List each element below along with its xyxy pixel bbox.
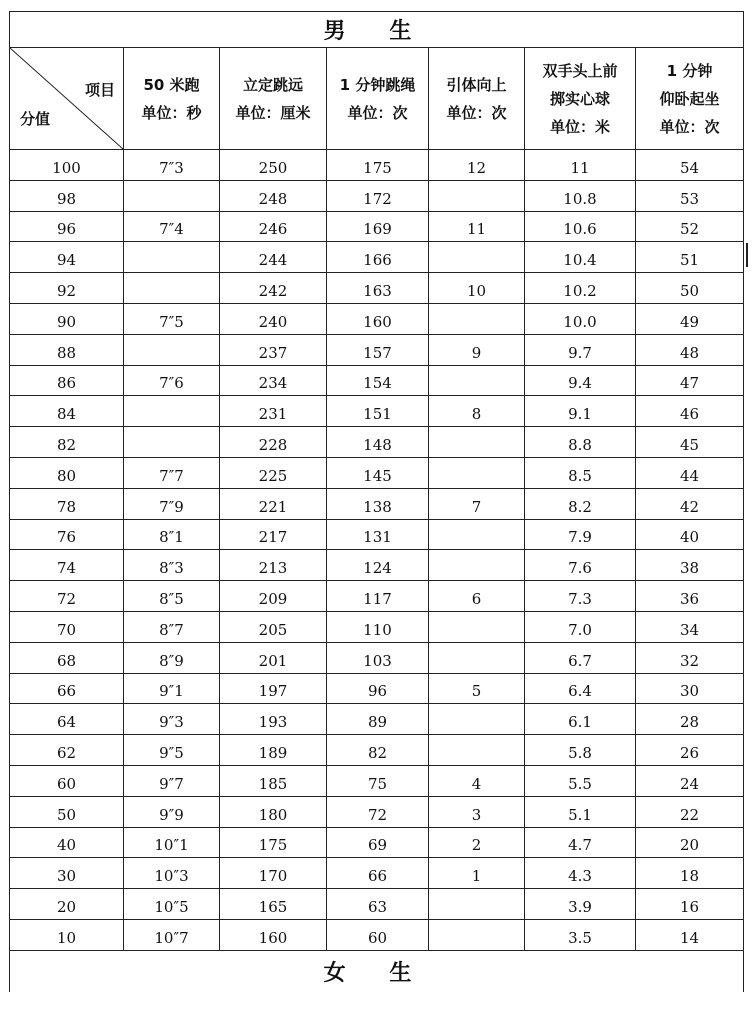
cell-long-jump: 240 — [220, 303, 327, 334]
cell-ball-throw: 7.6 — [525, 550, 636, 581]
cell-score: 68 — [10, 642, 124, 673]
cell-long-jump: 234 — [220, 365, 327, 396]
cell-long-jump: 170 — [220, 858, 327, 889]
cell-ball-throw: 5.5 — [525, 765, 636, 796]
cell-run-50m — [124, 180, 220, 211]
cell-run-50m — [124, 427, 220, 458]
table-row — [10, 303, 744, 334]
cell-jump-rope: 66 — [327, 858, 429, 889]
cell-long-jump: 246 — [220, 211, 327, 242]
table-row — [10, 488, 744, 519]
table-row — [10, 919, 744, 950]
cell-long-jump: 180 — [220, 796, 327, 827]
cell-run-50m: 10″7 — [124, 919, 220, 950]
cell-score: 72 — [10, 581, 124, 612]
cell-pull-ups: 7 — [429, 488, 525, 519]
cell-ball-throw: 10.2 — [525, 273, 636, 304]
header-sit-ups: 1 分钟 仰卧起坐 单位：次 — [636, 48, 744, 150]
cell-ball-throw: 3.9 — [525, 889, 636, 920]
cell-jump-rope: 172 — [327, 180, 429, 211]
cell-jump-rope: 96 — [327, 673, 429, 704]
table-row — [10, 396, 744, 427]
table-row — [10, 704, 744, 735]
cell-jump-rope: 160 — [327, 303, 429, 334]
table-row — [10, 611, 744, 642]
cell-pull-ups — [429, 550, 525, 581]
cell-score: 82 — [10, 427, 124, 458]
cell-pull-ups: 6 — [429, 581, 525, 612]
cell-sit-ups: 40 — [636, 519, 744, 550]
cell-run-50m: 10″1 — [124, 827, 220, 858]
cell-sit-ups: 46 — [636, 396, 744, 427]
cell-run-50m: 8″9 — [124, 642, 220, 673]
cell-ball-throw: 6.7 — [525, 642, 636, 673]
header-medicine-ball-throw: 双手头上前 掷实心球 单位：米 — [525, 48, 636, 150]
cell-ball-throw: 5.8 — [525, 735, 636, 766]
cell-run-50m: 8″5 — [124, 581, 220, 612]
cell-pull-ups: 4 — [429, 765, 525, 796]
cell-run-50m: 7″5 — [124, 303, 220, 334]
cell-pull-ups: 10 — [429, 273, 525, 304]
cell-pull-ups — [429, 704, 525, 735]
cell-score: 66 — [10, 673, 124, 704]
section-title-male: 男 生 — [10, 12, 744, 48]
table-row — [10, 765, 744, 796]
cell-jump-rope: 166 — [327, 242, 429, 273]
cell-pull-ups: 3 — [429, 796, 525, 827]
cell-ball-throw: 5.1 — [525, 796, 636, 827]
table-row — [10, 858, 744, 889]
cell-score: 76 — [10, 519, 124, 550]
table-row — [10, 457, 744, 488]
cell-long-jump: 237 — [220, 334, 327, 365]
header-jump-rope: 1 分钟跳绳 单位：次 — [327, 48, 429, 150]
cell-ball-throw: 10.0 — [525, 303, 636, 334]
cell-long-jump: 244 — [220, 242, 327, 273]
cell-run-50m: 7″4 — [124, 211, 220, 242]
cell-jump-rope: 148 — [327, 427, 429, 458]
cell-jump-rope: 69 — [327, 827, 429, 858]
cell-run-50m: 9″5 — [124, 735, 220, 766]
cell-score: 74 — [10, 550, 124, 581]
cell-sit-ups: 20 — [636, 827, 744, 858]
cell-pull-ups: 12 — [429, 150, 525, 181]
cell-sit-ups: 30 — [636, 673, 744, 704]
score-table — [9, 11, 744, 992]
table-row — [10, 519, 744, 550]
cell-sit-ups: 48 — [636, 334, 744, 365]
edge-mark — [746, 243, 748, 267]
score-table-container — [9, 11, 743, 992]
cell-ball-throw: 7.3 — [525, 581, 636, 612]
cell-ball-throw: 8.8 — [525, 427, 636, 458]
cell-jump-rope: 63 — [327, 889, 429, 920]
cell-score: 86 — [10, 365, 124, 396]
cell-long-jump: 217 — [220, 519, 327, 550]
cell-jump-rope: 157 — [327, 334, 429, 365]
cell-ball-throw: 9.4 — [525, 365, 636, 396]
cell-sit-ups: 28 — [636, 704, 744, 735]
cell-run-50m: 9″1 — [124, 673, 220, 704]
cell-pull-ups — [429, 642, 525, 673]
cell-sit-ups: 47 — [636, 365, 744, 396]
cell-sit-ups: 18 — [636, 858, 744, 889]
cell-jump-rope: 154 — [327, 365, 429, 396]
cell-score: 92 — [10, 273, 124, 304]
cell-jump-rope: 124 — [327, 550, 429, 581]
header-50m-run: 50 米跑 单位：秒 — [124, 48, 220, 150]
cell-sit-ups: 52 — [636, 211, 744, 242]
cell-pull-ups — [429, 611, 525, 642]
table-row — [10, 735, 744, 766]
cell-pull-ups — [429, 180, 525, 211]
cell-ball-throw: 6.4 — [525, 673, 636, 704]
cell-jump-rope: 89 — [327, 704, 429, 735]
table-row — [10, 427, 744, 458]
cell-sit-ups: 34 — [636, 611, 744, 642]
cell-run-50m: 8″3 — [124, 550, 220, 581]
table-row — [10, 273, 744, 304]
cell-jump-rope: 82 — [327, 735, 429, 766]
cell-sit-ups: 36 — [636, 581, 744, 612]
cell-ball-throw: 9.7 — [525, 334, 636, 365]
cell-ball-throw: 10.6 — [525, 211, 636, 242]
table-row — [10, 334, 744, 365]
cell-jump-rope: 163 — [327, 273, 429, 304]
section-title-female: 女 生 — [10, 950, 744, 992]
cell-run-50m: 10″5 — [124, 889, 220, 920]
cell-ball-throw: 3.5 — [525, 919, 636, 950]
cell-jump-rope: 75 — [327, 765, 429, 796]
cell-score: 84 — [10, 396, 124, 427]
cell-pull-ups — [429, 365, 525, 396]
cell-pull-ups: 1 — [429, 858, 525, 889]
cell-sit-ups: 32 — [636, 642, 744, 673]
cell-pull-ups — [429, 427, 525, 458]
table-body — [10, 150, 744, 951]
header-score-label: 分值 — [20, 110, 51, 128]
cell-sit-ups: 54 — [636, 150, 744, 181]
table-row — [10, 242, 744, 273]
cell-pull-ups: 2 — [429, 827, 525, 858]
cell-jump-rope: 60 — [327, 919, 429, 950]
cell-long-jump: 160 — [220, 919, 327, 950]
cell-run-50m: 8″1 — [124, 519, 220, 550]
cell-long-jump: 221 — [220, 488, 327, 519]
table-row — [10, 180, 744, 211]
cell-ball-throw: 4.7 — [525, 827, 636, 858]
cell-ball-throw: 7.9 — [525, 519, 636, 550]
table-row — [10, 796, 744, 827]
cell-score: 78 — [10, 488, 124, 519]
diagonal-header-cell — [10, 48, 124, 150]
table-row — [10, 581, 744, 612]
cell-pull-ups — [429, 242, 525, 273]
cell-sit-ups: 42 — [636, 488, 744, 519]
cell-long-jump: 201 — [220, 642, 327, 673]
table-row — [10, 550, 744, 581]
cell-pull-ups — [429, 919, 525, 950]
cell-jump-rope: 151 — [327, 396, 429, 427]
cell-run-50m — [124, 334, 220, 365]
cell-jump-rope: 175 — [327, 150, 429, 181]
cell-ball-throw: 11 — [525, 150, 636, 181]
cell-score: 50 — [10, 796, 124, 827]
cell-long-jump: 231 — [220, 396, 327, 427]
cell-ball-throw: 9.1 — [525, 396, 636, 427]
cell-score: 60 — [10, 765, 124, 796]
cell-score: 90 — [10, 303, 124, 334]
header-item-label: 项目 — [84, 81, 115, 99]
table-row — [10, 150, 744, 181]
cell-jump-rope: 145 — [327, 457, 429, 488]
cell-long-jump: 248 — [220, 180, 327, 211]
header-row — [10, 48, 744, 150]
cell-run-50m: 7″9 — [124, 488, 220, 519]
cell-long-jump: 197 — [220, 673, 327, 704]
table-row — [10, 642, 744, 673]
cell-sit-ups: 14 — [636, 919, 744, 950]
cell-sit-ups: 38 — [636, 550, 744, 581]
cell-sit-ups: 53 — [636, 180, 744, 211]
cell-long-jump: 250 — [220, 150, 327, 181]
cell-run-50m: 10″3 — [124, 858, 220, 889]
cell-sit-ups: 24 — [636, 765, 744, 796]
cell-run-50m: 9″3 — [124, 704, 220, 735]
cell-long-jump: 209 — [220, 581, 327, 612]
cell-pull-ups — [429, 519, 525, 550]
cell-pull-ups: 9 — [429, 334, 525, 365]
cell-score: 96 — [10, 211, 124, 242]
cell-pull-ups — [429, 303, 525, 334]
cell-sit-ups: 49 — [636, 303, 744, 334]
cell-score: 70 — [10, 611, 124, 642]
header-pull-ups: 引体向上 单位：次 — [429, 48, 525, 150]
cell-long-jump: 205 — [220, 611, 327, 642]
table-row — [10, 827, 744, 858]
cell-score: 30 — [10, 858, 124, 889]
cell-sit-ups: 22 — [636, 796, 744, 827]
cell-run-50m: 9″7 — [124, 765, 220, 796]
cell-sit-ups: 44 — [636, 457, 744, 488]
header-standing-long-jump: 立定跳远 单位：厘米 — [220, 48, 327, 150]
cell-long-jump: 242 — [220, 273, 327, 304]
cell-run-50m — [124, 273, 220, 304]
cell-score: 80 — [10, 457, 124, 488]
cell-long-jump: 228 — [220, 427, 327, 458]
cell-score: 62 — [10, 735, 124, 766]
cell-pull-ups: 8 — [429, 396, 525, 427]
cell-score: 88 — [10, 334, 124, 365]
cell-jump-rope: 103 — [327, 642, 429, 673]
cell-score: 10 — [10, 919, 124, 950]
cell-long-jump: 165 — [220, 889, 327, 920]
cell-score: 40 — [10, 827, 124, 858]
cell-jump-rope: 138 — [327, 488, 429, 519]
table-row — [10, 673, 744, 704]
cell-pull-ups: 5 — [429, 673, 525, 704]
cell-sit-ups: 26 — [636, 735, 744, 766]
cell-long-jump: 185 — [220, 765, 327, 796]
cell-ball-throw: 10.4 — [525, 242, 636, 273]
cell-sit-ups: 50 — [636, 273, 744, 304]
cell-score: 64 — [10, 704, 124, 735]
cell-ball-throw: 8.2 — [525, 488, 636, 519]
cell-sit-ups: 51 — [636, 242, 744, 273]
cell-long-jump: 175 — [220, 827, 327, 858]
cell-ball-throw: 4.3 — [525, 858, 636, 889]
cell-pull-ups — [429, 735, 525, 766]
cell-ball-throw: 6.1 — [525, 704, 636, 735]
cell-long-jump: 189 — [220, 735, 327, 766]
cell-score: 94 — [10, 242, 124, 273]
cell-pull-ups: 11 — [429, 211, 525, 242]
cell-ball-throw: 7.0 — [525, 611, 636, 642]
table-row — [10, 889, 744, 920]
cell-jump-rope: 72 — [327, 796, 429, 827]
cell-run-50m: 7″6 — [124, 365, 220, 396]
cell-sit-ups: 45 — [636, 427, 744, 458]
cell-sit-ups: 16 — [636, 889, 744, 920]
cell-pull-ups — [429, 889, 525, 920]
cell-jump-rope: 110 — [327, 611, 429, 642]
cell-run-50m: 7″3 — [124, 150, 220, 181]
cell-long-jump: 213 — [220, 550, 327, 581]
cell-run-50m: 7″7 — [124, 457, 220, 488]
cell-score: 100 — [10, 150, 124, 181]
cell-run-50m — [124, 396, 220, 427]
cell-jump-rope: 169 — [327, 211, 429, 242]
table-row — [10, 211, 744, 242]
cell-score: 98 — [10, 180, 124, 211]
cell-long-jump: 225 — [220, 457, 327, 488]
cell-run-50m: 8″7 — [124, 611, 220, 642]
cell-jump-rope: 131 — [327, 519, 429, 550]
cell-jump-rope: 117 — [327, 581, 429, 612]
cell-score: 20 — [10, 889, 124, 920]
table-row — [10, 365, 744, 396]
cell-ball-throw: 8.5 — [525, 457, 636, 488]
cell-ball-throw: 10.8 — [525, 180, 636, 211]
cell-long-jump: 193 — [220, 704, 327, 735]
cell-run-50m — [124, 242, 220, 273]
cell-run-50m: 9″9 — [124, 796, 220, 827]
cell-pull-ups — [429, 457, 525, 488]
